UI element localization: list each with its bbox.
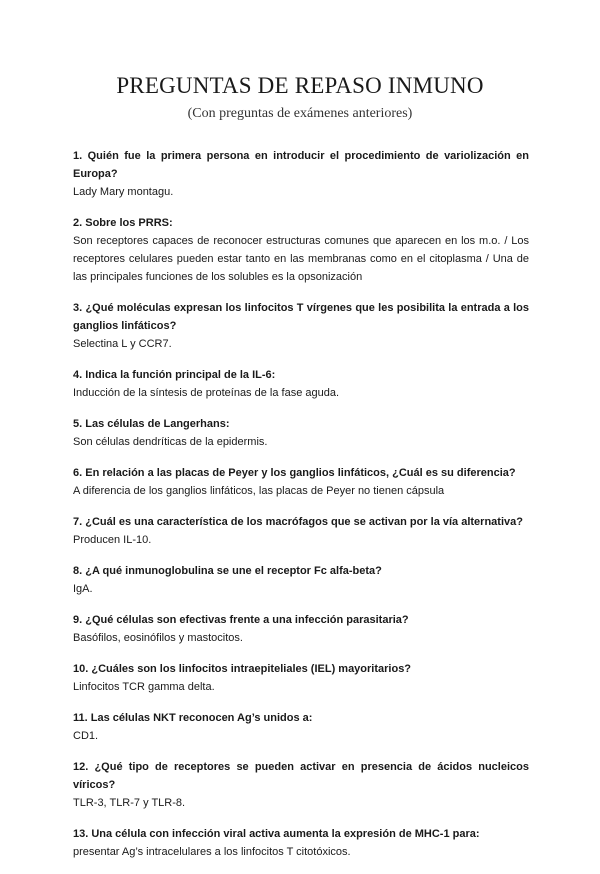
question-item-5 <box>73 415 529 451</box>
question-text: 10. ¿Cuáles son los linfocitos intraepiteliales (IEL) mayoritarios? <box>73 663 412 675</box>
question-text: 7. ¿Cuál es una característica de los macrófagos que se activan por la vía alternativa? <box>73 516 523 528</box>
question-text: 13. Una célula con infección viral activa aumenta la expresión de MHC-1 para: <box>73 828 480 840</box>
question-item-4 <box>73 366 529 402</box>
question-item-11 <box>73 709 529 745</box>
question-text: 12. ¿Qué tipo de receptores se pueden activar en presencia de ácidos nucleicos víricos? <box>73 761 529 791</box>
question-item-3 <box>73 299 529 353</box>
document-title: PREGUNTAS DE REPASO INMUNO <box>116 73 484 98</box>
question-text: 11. Las células NKT reconocen Ag’s unidos a: <box>73 712 313 724</box>
question-item-12 <box>73 758 529 812</box>
answer-text: A diferencia de los ganglios linfáticos, las placas de Peyer no tienen cápsula <box>73 485 445 497</box>
answer-text: Selectina L y CCR7. <box>73 338 172 350</box>
answer-text: TLR-3, TLR-7 y TLR-8. <box>73 797 186 809</box>
question-item-13 <box>73 825 529 861</box>
question-item-10 <box>73 660 529 696</box>
answer-text: Son células dendríticas de la epidermis. <box>73 436 268 448</box>
question-text: 4. Indica la función principal de la IL-6: <box>73 369 276 381</box>
answer-text: presentar Ag’s intracelulares a los linfocitos T citotóxicos. <box>73 846 351 858</box>
question-text: 3. ¿Qué moléculas expresan los linfocitos T vírgenes que les posibilita la entrada a los ganglios linfáticos? <box>73 302 529 332</box>
answer-text: Son receptores capaces de reconocer estructuras comunes que aparecen en los m.o. / Los receptores celulares pueden estar tanto en las membranas como en el citoplasma / Una de las principales funciones de los solubles es la opsonización <box>73 235 529 283</box>
answer-text: Lady Mary montagu. <box>73 186 174 198</box>
answer-text: Inducción de la síntesis de proteínas de la fase aguda. <box>73 387 340 399</box>
answer-text: Basófilos, eosinófilos y mastocitos. <box>73 632 243 644</box>
question-text: 2. Sobre los PRRS: <box>73 217 173 229</box>
answer-text: Linfocitos TCR gamma delta. <box>73 681 215 693</box>
question-item-1 <box>73 147 529 201</box>
question-list <box>73 147 529 874</box>
question-item-9 <box>73 611 529 647</box>
question-item-6 <box>73 464 529 500</box>
question-item-8 <box>73 562 529 598</box>
question-item-2 <box>73 214 529 286</box>
answer-text: Producen IL-10. <box>73 534 152 546</box>
question-text: 1. Quién fue la primera persona en introducir el procedimiento de variolización en Europa? <box>73 150 529 180</box>
answer-text: CD1. <box>73 730 99 742</box>
question-text: 9. ¿Qué células son efectivas frente a una infección parasitaria? <box>73 614 409 626</box>
question-text: 8. ¿A qué inmunoglobulina se une el receptor Fc alfa-beta? <box>73 565 382 577</box>
question-text: 5. Las células de Langerhans: <box>73 418 230 430</box>
question-item-7 <box>73 513 529 549</box>
answer-text: IgA. <box>73 583 93 595</box>
question-text: 6. En relación a las placas de Peyer y los ganglios linfáticos, ¿Cuál es su diferencia? <box>73 467 516 479</box>
document-subtitle: (Con preguntas de exámenes anteriores) <box>187 106 413 121</box>
